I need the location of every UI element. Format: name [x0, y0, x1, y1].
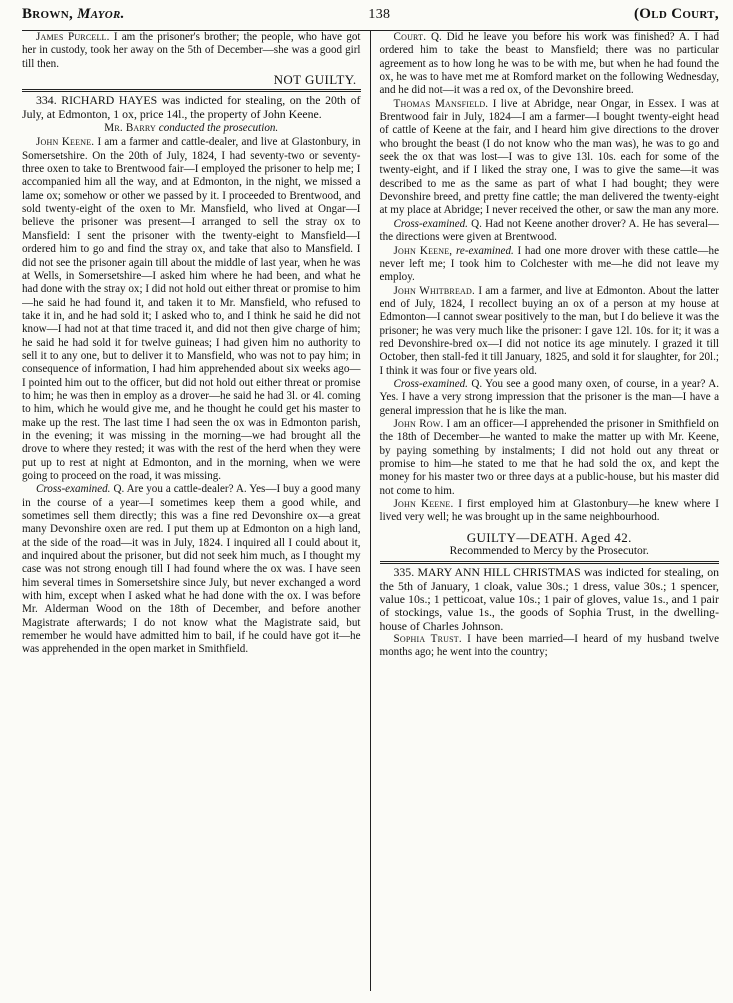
columns	[22, 31, 719, 991]
case-335-heading: 335. MARY ANN HILL CHRISTMAS was indicted for stealing, on the 5th of January, 1 cloak, value 30s.; 1 dress, value 30s.; 1 spencer, value 10s.; 1 petticoat, value 10s.; 1 pair of gloves, value 1s., and 1 pair of stockings, value 1s., the goods of Sophia Trust, in the dwelling-house of Charles Johnson.	[379, 565, 719, 633]
header-right: (Old Court,	[634, 6, 719, 22]
counsel-name: Mr. Barry	[104, 122, 156, 135]
cross-examination-mansfield	[380, 218, 720, 245]
cross-examination-whitbread	[380, 378, 720, 418]
speaker-name: John Row.	[393, 417, 444, 430]
testimony-text: Q. Did he leave you before his work was finished? A. I had ordered him to take the beast to Mansfield; there was no particular agreement as to how long he was to be with me, but when he had found the ox, he was to have met me at Romford market on the following Wednesday, and he did not—it was a red ox, of the Devonshire breed.	[379, 31, 719, 97]
running-header	[22, 6, 719, 28]
court-question	[380, 31, 720, 98]
case-separator	[380, 561, 720, 564]
speaker-name: John Keene.	[393, 498, 454, 511]
speaker-name: John Keene.	[36, 136, 95, 149]
header-role: Mayor.	[77, 6, 125, 22]
testimony-mansfield	[380, 98, 720, 218]
left-column	[22, 31, 371, 991]
header-name: Brown,	[22, 6, 73, 22]
speaker-name: Sophia Trust.	[393, 633, 462, 646]
speaker-name: James Purcell.	[36, 31, 110, 43]
testimony-text: I am a farmer, and live at Edmonton. About the latter end of July, 1824, I recollect buying an ox of a person at my house at Edmonton—I cannot swear positively to the man, but I do believe it was the prisoner; he was very much like the prisoner: I gave 12l. 10s. for it; it was a red Devonshire-bred ox—I did not notice its age minutely. I grazed it till October, then stall-fed it till January, 1825, and sold it for slaughter, for 20l.; I think it was four or five years old.	[379, 284, 719, 377]
header-left	[22, 6, 125, 23]
verdict-not-guilty: NOT GUILTY.	[273, 72, 357, 88]
testimony-keene-final	[380, 498, 720, 525]
mercy-recommendation: Recommended to Mercy by the Prosecutor.	[449, 545, 649, 558]
speaker-name: Court.	[393, 31, 427, 43]
speaker-name: John Whitbread.	[393, 284, 475, 297]
exam-label: re-examined.	[452, 244, 514, 257]
reexamination-keene	[380, 245, 720, 285]
verdict-guilty: GUILTY—DEATH. Aged 42.	[466, 529, 632, 545]
exam-label: Cross-examined.	[393, 217, 468, 230]
testimony-text: I live at Abridge, near Ongar, in Essex. I was at Brentwood fair in July, 1824—I am a farmer—I bought twenty-eight head of cattle of Keene at the fair, and I heard him give directions to the drover who brought the beast (I do not know who the man was), he was to go and seek the ox that was lost—I was to give 13l. 10s. each for some of the twenty-eight, and if I liked the stray one, I was to give the same—it was described to me as the same as part of what I had bought; they were Devonshire breed, and pretty fine cattle; the man delivered the twenty-eight at my place at Abridge; I never received the other, or saw the man any more.	[379, 97, 719, 217]
testimony-text: I had one more drover with these cattle—he never left me; I took him to Colchester with me—he did not leave my employ.	[379, 244, 719, 284]
testimony-text: I am the prisoner's brother; the people, who have got her in custody, took her away on the 5th of December—she was a good girl till then.	[22, 31, 361, 70]
right-column	[371, 31, 720, 991]
speaker-name: John Keene,	[393, 244, 453, 257]
testimony-text: I am a farmer and cattle-dealer, and live at Glastonbury, in Somersetshire. On the 20th of July, 1824, I had seventy-two or seventy-three oxen to take to Brentwood fair—I employed the prisoner to help me; I accompanied him all the way, and at Edmonton, in the night, we missed a lame ox; somehow or other we passed by it. I proceeded to Brentwood, and sold twenty-eight of the oxen to Mr. Mansfield, who lived at Ongar—I believe the prisoner was present—I arranged to sell the stray ox to Mansfield: I sent the prisoner with the twenty-eight to Mansfield—I ordered him to go and find the stray ox, and take that also to Mansfield. I did not see the prisoner again till about the middle of last year, when he was at Wells, in Somersetshire—I asked him where he had been, and what he had done with the stray ox; I did not hold out either threat or promise to him—he said he had found it, and taken it to Mr. Mansfield, who refused to take it in, and he had sold it; I asked who to, and I think he said he did not know—I had not at that time traced it, and did not then give charge of him; he said he had sold it for twelve guineas; I had given him no authority to sell it to any one, but to deliver it to Mansfield, who was not to pay him; in consequence of information, I had him apprehended about six weeks ago—I pointed him out to the officer, but did not hold out either threat or promise to him; he was then in employ as a drover—he said he had 3l. or 4l. coming to him, which he would give me, and he thought he could get his master to make up the rest. The last time I had seen the ox was in Edmonton parish, in the evening; it was missing in the morning—we had brought all the drove to where they rested; it was with the rest of the herd when they were put up to rest at night at Edmonton, and in the morning, when we were going to proceed on the road, it was missing.	[22, 136, 361, 482]
exam-label: Cross-examined.	[36, 483, 111, 496]
prosecution-note	[22, 122, 361, 135]
testimony-text: I have been married—I heard of my husband twelve months ago; he went into the country;	[379, 633, 719, 659]
testimony-text: Q. Are you a cattle-dealer? A. Yes—I buy a good many in the course of a year—I sometimes keep them a good while, and sometimes sell them directly; this was a fine red Devonshire ox—a great many Devonshire oxen are red. I put them up at Edmonton on a high land, at the side of the road—it was in July, 1824. I inquired all I could about it, and inquired about the prisoner, but did not seek him much, as I thought my case was not strong enough till I had found where the ox was. I have seen him several times in Somersetshire since July, but never exchanged a word with him, except when I asked what he had done with the ox. I was before Mr. Alderman Wood on the 18th of December, and before another Magistrate afterwards; I do not know what the Magistrate said, but remember he would have admitted him to bail, if he could have got it—he was apprehended in the open market in Smithfield.	[22, 483, 361, 656]
cross-examination-keene	[22, 483, 361, 656]
testimony-text: Q. You see a good many oxen, of course, in a year? A. Yes. I have a very strong impression that the prisoner is the man—I have a general impression that he is like the man.	[379, 377, 719, 417]
testimony-trust	[380, 633, 720, 660]
case-334-heading: 334. RICHARD HAYES was indicted for stealing, on the 20th of July, at Edmonton, 1 ox, price 14l., the property of John Keene.	[22, 93, 361, 121]
testimony-text: Q. Had not Keene another drover? A. He has several—the directions were given at Brentwood.	[379, 217, 719, 244]
testimony-text: I am an officer—I apprehended the prisoner in Smithfield on the 18th of December—he wanted to make the matter up with Mr. Keene, by paying something by instalments; I did not hold out any threat or promise to him—he stated to me that he had sold the ox, and kept the money for his master two or three days at a public-house, but his master did not come to him.	[379, 417, 719, 497]
page-number: 138	[368, 7, 391, 22]
testimony-purcell	[22, 31, 361, 71]
case-separator	[22, 89, 361, 92]
testimony-whitbread	[380, 285, 720, 378]
testimony-text: I first employed him at Glastonbury—he knew where I lived very well; he was brought up in the same neighbourhood.	[379, 498, 719, 524]
testimony-row	[380, 418, 720, 498]
testimony-keene	[22, 136, 361, 483]
counsel-note: conducted the prosecution.	[156, 122, 279, 135]
speaker-name: Thomas Mansfield.	[393, 97, 489, 110]
exam-label: Cross-examined.	[393, 377, 468, 390]
